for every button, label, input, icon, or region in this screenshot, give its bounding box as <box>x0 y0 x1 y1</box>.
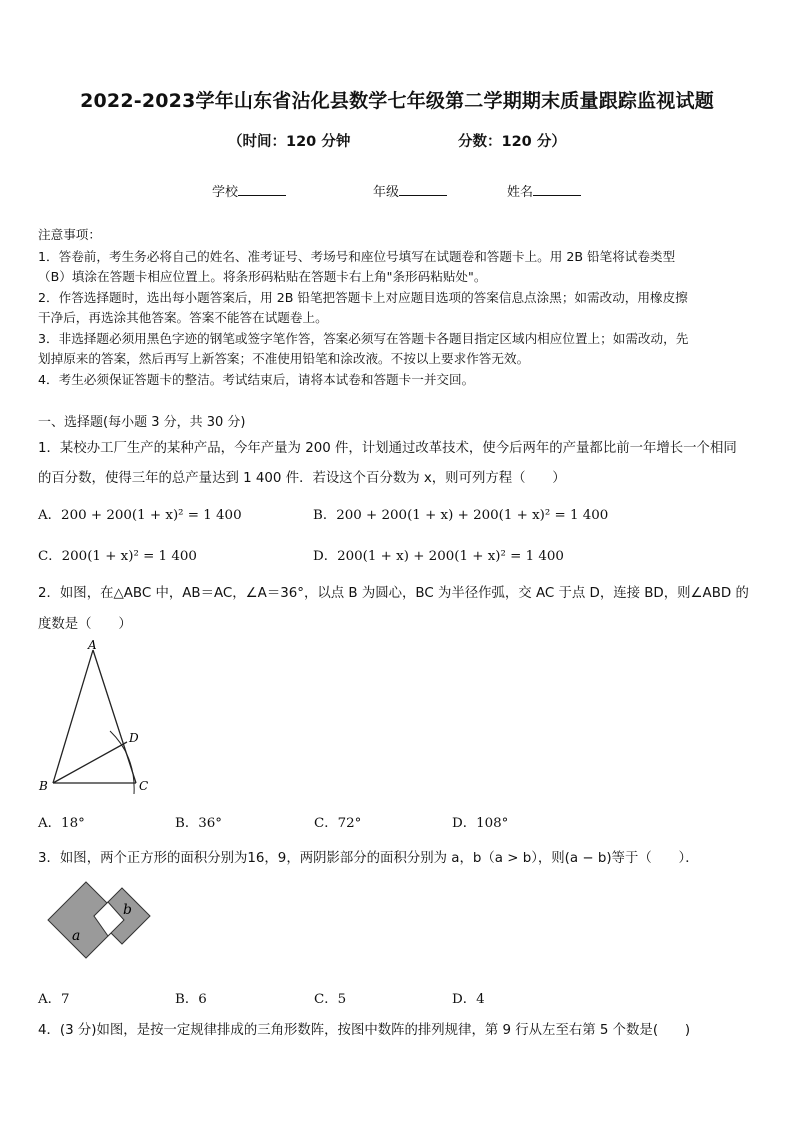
q2-stem: 度数是（ ） <box>38 617 132 632</box>
section-heading: 一、选择题(每小题 3 分，共 30 分) <box>38 415 246 430</box>
name-field <box>507 181 581 200</box>
side-ab <box>53 650 93 783</box>
name-blank <box>533 183 581 196</box>
school-blank <box>238 183 286 196</box>
note-line: 1．答卷前，考生务必将自己的姓名、准考证号、考场号和座位号填写在试题卷和答题卡上。用 2B 铅笔将试卷类型 <box>38 249 676 264</box>
q2-option-d: D．108° <box>452 816 509 831</box>
note-line: 划掉原来的答案，然后再写上新答案；不准使用铅笔和涂改液。不按以上要求作答无效。 <box>38 351 530 366</box>
q3-option-a: A．7 <box>38 992 70 1007</box>
label-c: C <box>139 779 149 793</box>
grade-label: 年级 <box>373 185 400 200</box>
q2-option-c: C．72° <box>314 816 362 831</box>
notes-heading: 注意事项： <box>38 227 101 242</box>
exam-score: 分数：120 分） <box>458 134 566 150</box>
note-line: 4．考生必须保证答题卡的整洁。考试结束后，请将本试卷和答题卡一并交回。 <box>38 372 475 387</box>
label-b: B <box>39 779 48 793</box>
q2-stem: 2．如图，在△ABC 中，AB＝AC，∠A＝36°，以点 B 为圆心，BC 为半径作弧，交 AC 于点 D，连接 BD，则∠ABD 的 <box>38 586 749 601</box>
label-a: a <box>72 928 81 944</box>
school-field <box>212 181 286 200</box>
label-b: b <box>123 902 132 918</box>
label-a: A <box>88 638 97 652</box>
q3-option-d: D．4 <box>452 992 485 1007</box>
name-label: 姓名 <box>507 185 534 200</box>
side-ac <box>93 650 136 783</box>
q4-stem: 4．(3 分)如图，是按一定规律排成的三角形数阵，按图中数阵的排列规律，第 9 行从左至右第 5 个数是( ) <box>38 1023 691 1038</box>
q1-option-b: B．200 + 200(1 + x) + 200(1 + x)² = 1 400 <box>313 508 609 523</box>
page-title: 2022-2023学年山东省沾化县数学七年级第二学期期末质量跟踪监视试题 <box>80 90 714 112</box>
q1-stem: 的百分数，使得三年的总产量达到 1 400 件．若设这个百分数为 x，则可列方程（ ） <box>38 471 566 486</box>
q1-option-c: C．200(1 + x)² = 1 400 <box>38 549 197 564</box>
triangle-figure <box>36 638 156 798</box>
squares-figure <box>44 878 154 973</box>
q3-option-c: C．5 <box>314 992 347 1007</box>
q1-option-d: D．200(1 + x) + 200(1 + x)² = 1 400 <box>313 549 564 564</box>
q2-option-b: B．36° <box>175 816 222 831</box>
q1-option-a: A．200 + 200(1 + x)² = 1 400 <box>38 508 242 523</box>
grade-field <box>373 181 447 200</box>
school-label: 学校 <box>212 185 239 200</box>
note-line: 3．非选择题必须用黑色字迹的钢笔或签字笔作答，答案必须写在答题卡各题目指定区域内相应位置上；如需改动，先 <box>38 331 689 346</box>
q2-option-a: A．18° <box>38 816 85 831</box>
exam-time: （时间：120 分钟 <box>228 134 351 150</box>
q1-stem: 1．某校办工厂生产的某种产品，今年产量为 200 件，计划通过改革技术，使今后两年的产量都比前一年增长一个相同 <box>38 441 737 456</box>
note-line: （B）填涂在答题卡相应位置上。将条形码粘贴在答题卡右上角"条形码粘贴处"。 <box>38 269 487 284</box>
q3-option-b: B．6 <box>175 992 207 1007</box>
note-line: 2．作答选择题时，选出每小题答案后，用 2B 铅笔把答题卡上对应题目选项的答案信息点涂黑；如需改动，用橡皮擦 <box>38 290 688 305</box>
q3-stem: 3．如图，两个正方形的面积分别为16，9，两阴影部分的面积分别为 a，b（a > b），则(a − b)等于（ ）． <box>38 851 699 866</box>
grade-blank <box>399 183 447 196</box>
label-d: D <box>129 731 139 745</box>
note-line: 干净后，再选涂其他答案。答案不能答在试题卷上。 <box>38 310 328 325</box>
